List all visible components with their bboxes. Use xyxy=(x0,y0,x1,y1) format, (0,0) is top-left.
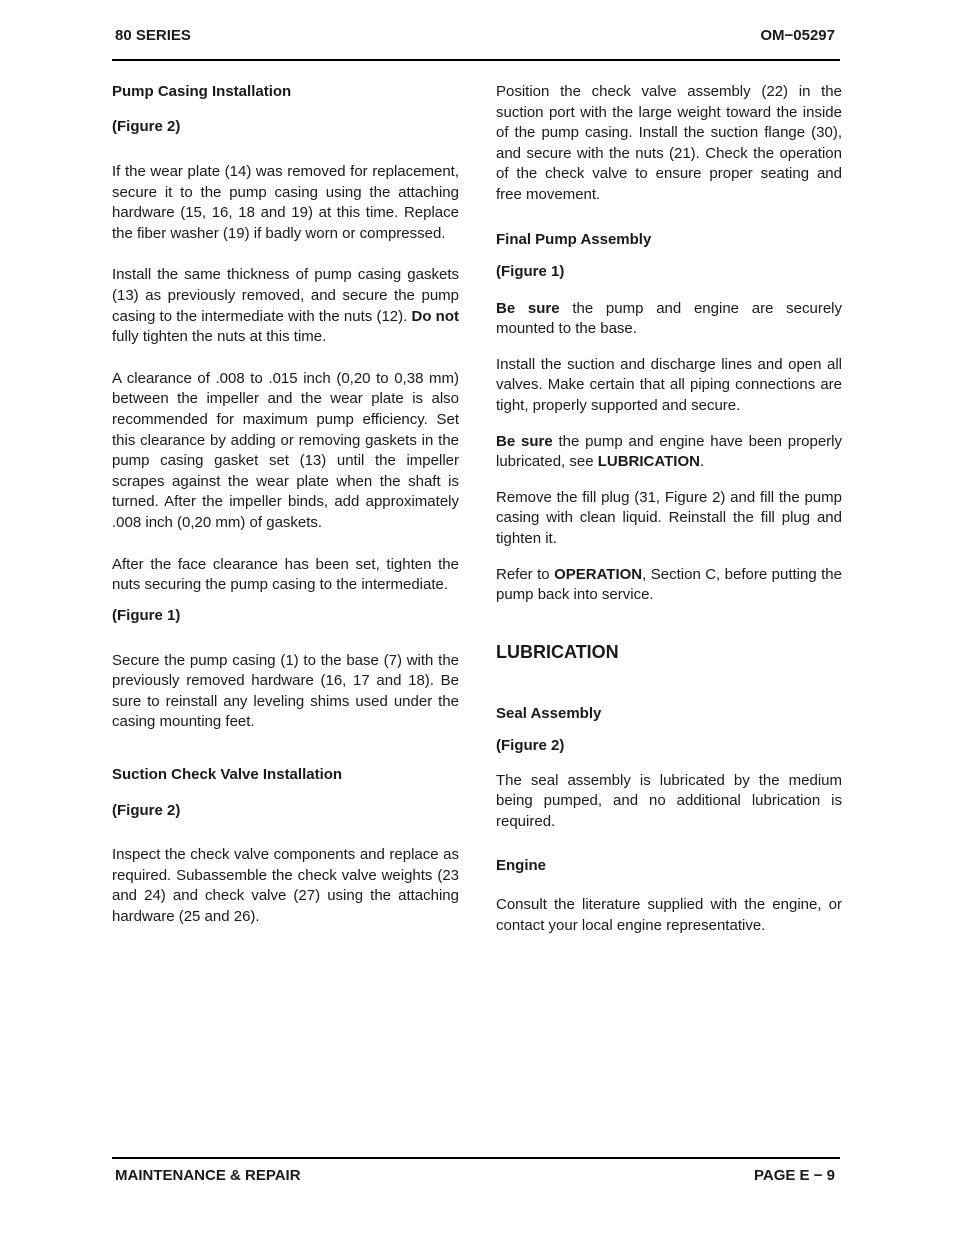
paragraph: Be sure the pump and engine have been properly lubricated, see LUBRICATION. xyxy=(496,432,842,471)
paragraph: Refer to OPERATION, Section C, before putting the pump back into service. xyxy=(496,565,842,604)
figure-ref: (Figure 1) xyxy=(496,262,565,280)
figure-ref: (Figure 1) xyxy=(112,606,181,624)
paragraph: Secure the pump casing (1) to the base (7) with the previously removed hardware (16, 17 and 18). Be sure to reinstall any leveling shims used under the casing mounting feet. xyxy=(112,651,459,731)
figure-ref: (Figure 2) xyxy=(112,118,181,135)
paragraph: Be sure the pump and engine are securely mounted to the base. xyxy=(496,299,843,338)
paragraph: Position the check valve assembly (22) in the suction port with the large weight toward the inside of the pump casing. Install the suction flange (30), and secure with the nuts (21). Check the operation of the check valve to ensure proper seating and free movement. xyxy=(496,83,842,203)
paragraph: Install the suction and discharge lines and open all valves. Make certain that all piping connections are tight, properly supported and secure. xyxy=(496,355,842,414)
page-number: PAGE E − 9 xyxy=(753,1167,835,1184)
left-column xyxy=(112,82,459,927)
engine-heading: Engine xyxy=(496,857,547,875)
right-column xyxy=(496,82,842,937)
lubrication-heading: LUBRICATION xyxy=(496,641,619,662)
page-footer xyxy=(112,1157,840,1191)
series-label: 80 SERIES xyxy=(115,27,191,44)
paragraph: A clearance of .008 to .015 inch (0,20 to 0,38 mm) between the impeller and the wear plate is also recommended for maximum pump efficiency. Set this clearance by adding or removing gaskets in the pump casing gasket set (13) until the impeller scrapes against the wear plate when the shaft is turned. After the impeller binds, add approximately .008 inch (0,20 mm) of gaskets. xyxy=(112,369,459,531)
paragraph: Consult the literature supplied with the engine, or contact your local engine representative. xyxy=(496,896,842,935)
check-valve-heading: Suction Check Valve Installation xyxy=(112,766,343,784)
figure-ref: (Figure 2) xyxy=(112,802,181,820)
paragraph: If the wear plate (14) was removed for replacement, secure it to the pump casing using the attaching hardware (15, 16, 18 and 19) at this time. Replace the fiber washer (19) if badly worn or compressed. xyxy=(112,163,459,242)
paragraph: Remove the fill plug (31, Figure 2) and fill the pump casing with clean liquid. Reinstall the fill plug and tighten it. xyxy=(496,488,842,547)
final-assembly-heading: Final Pump Assembly xyxy=(496,230,652,248)
pump-casing-heading: Pump Casing Installation xyxy=(112,83,292,100)
paragraph: After the face clearance has been set, tighten the nuts securing the pump casing to the intermediate. xyxy=(112,555,459,594)
paragraph: The seal assembly is lubricated by the medium being pumped, and no additional lubrication is required. xyxy=(496,771,842,830)
figure-ref: (Figure 2) xyxy=(496,736,565,754)
section-label: MAINTENANCE & REPAIR xyxy=(115,1167,301,1184)
paragraph: Install the same thickness of pump casing gaskets (13) as previously removed, and secure the pump casing to the intermediate with the nuts (12). Do not fully tighten the nuts at this time. xyxy=(112,266,460,346)
document-number: OM−05297 xyxy=(760,27,835,44)
page-header xyxy=(112,27,840,61)
seal-assembly-heading: Seal Assembly xyxy=(496,704,602,722)
paragraph: Inspect the check valve components and replace as required. Subassemble the check valve weights (23 and 24) and check valve (27) using the attaching hardware (25 and 26). xyxy=(112,846,459,925)
